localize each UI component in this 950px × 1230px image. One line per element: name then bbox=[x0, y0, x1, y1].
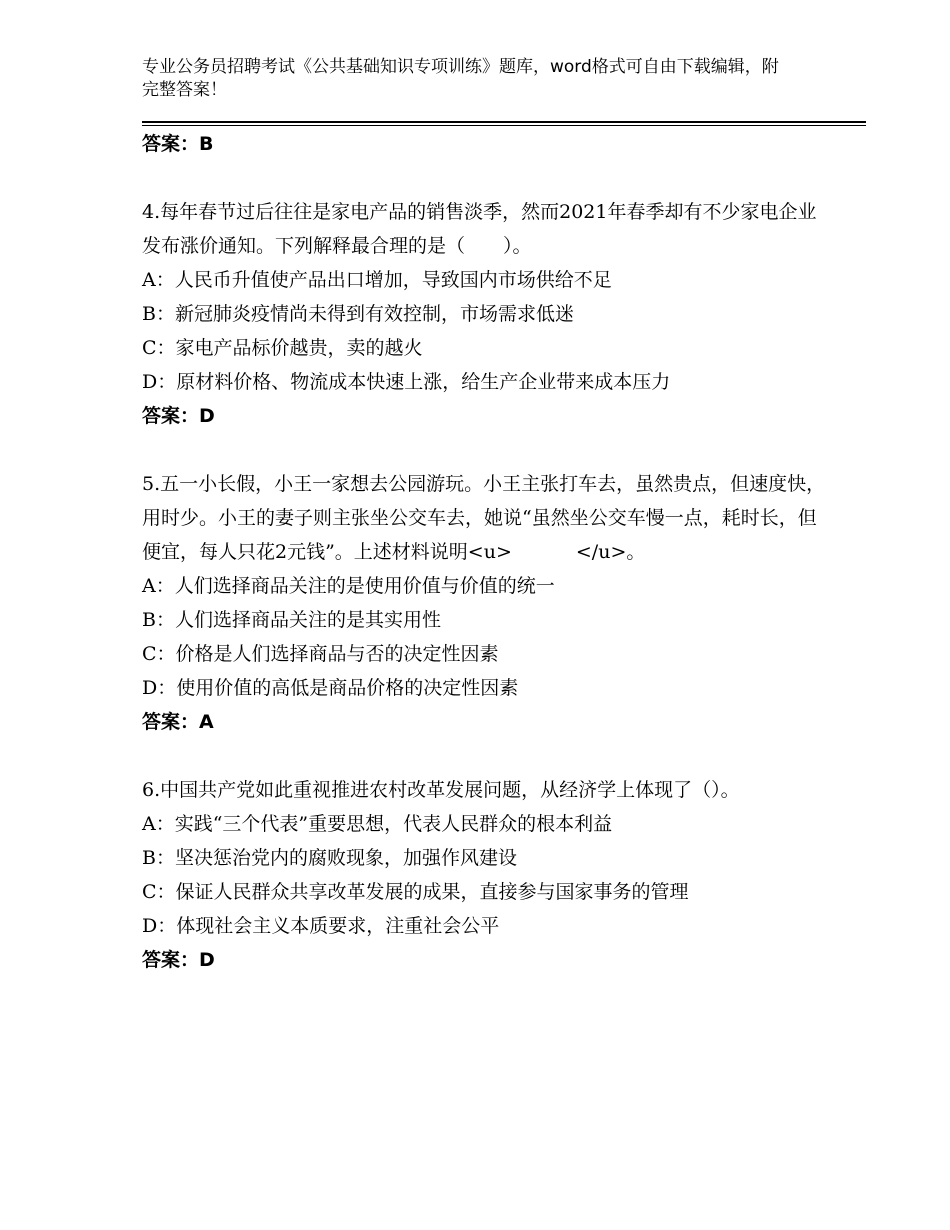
question-stem-after-blank: </u>。 bbox=[575, 541, 646, 563]
option-a: A：人们选择商品关注的是使用价值与价值的统一 bbox=[142, 575, 555, 597]
answer: 答案：D bbox=[142, 949, 215, 971]
option-c: C：保证人民群众共享改革发展的成果，直接参与国家事务的管理 bbox=[142, 881, 689, 903]
question-4 bbox=[142, 195, 832, 433]
question-5 bbox=[142, 467, 832, 739]
question-6 bbox=[142, 773, 832, 977]
option-b: B：人们选择商品关注的是其实用性 bbox=[142, 609, 441, 631]
option-b: B：坚决惩治党内的腐败现象，加强作风建设 bbox=[142, 847, 517, 869]
page-header: 专业公务员招聘考试《公共基础知识专项训练》题库，word格式可自由下载编辑，附完整答案！ bbox=[142, 57, 779, 100]
option-b: B：新冠肺炎疫情尚未得到有效控制，市场需求低迷 bbox=[142, 303, 574, 325]
previous-answer: 答案：B bbox=[142, 133, 214, 155]
header-rule-thick bbox=[142, 121, 866, 123]
option-d: D：使用价值的高低是商品价格的决定性因素 bbox=[142, 677, 519, 699]
question-list bbox=[142, 127, 832, 977]
option-c: C：家电产品标价越贵，卖的越火 bbox=[142, 337, 423, 359]
question-stem bbox=[142, 467, 832, 569]
option-d: D：原材料价格、物流成本快速上涨，给生产企业带来成本压力 bbox=[142, 371, 671, 393]
question-stem: 6.中国共产党如此重视推进农村改革发展问题，从经济学上体现了（）。 bbox=[142, 779, 740, 801]
answer: 答案：D bbox=[142, 405, 215, 427]
spacer bbox=[142, 161, 832, 195]
spacer bbox=[142, 739, 832, 773]
option-a: A：实践“三个代表”重要思想，代表人民群众的根本利益 bbox=[142, 813, 613, 835]
spacer bbox=[142, 433, 832, 467]
option-c: C：价格是人们选择商品与否的决定性因素 bbox=[142, 643, 499, 665]
option-a: A：人民币升值使产品出口增加，导致国内市场供给不足 bbox=[142, 269, 612, 291]
question-stem: 4.每年春节过后往往是家电产品的销售淡季，然而2021年春季却有不少家电企业发布涨价通知。下列解释最合理的是（ ）。 bbox=[142, 201, 817, 257]
header-rule-thin bbox=[142, 125, 866, 126]
option-d: D：体现社会主义本质要求，注重社会公平 bbox=[142, 915, 500, 937]
answer: 答案：A bbox=[142, 711, 214, 733]
question-stem-before-blank: 5.五一小长假，小王一家想去公园游玩。小王主张打车去，虽然贵点，但速度快，用时少。小王的妻子则主张坐公交车去，她说“虽然坐公交车慢一点，耗时长，但便宜，每人只花2元钱”。上述材料说明<u> bbox=[142, 473, 826, 563]
